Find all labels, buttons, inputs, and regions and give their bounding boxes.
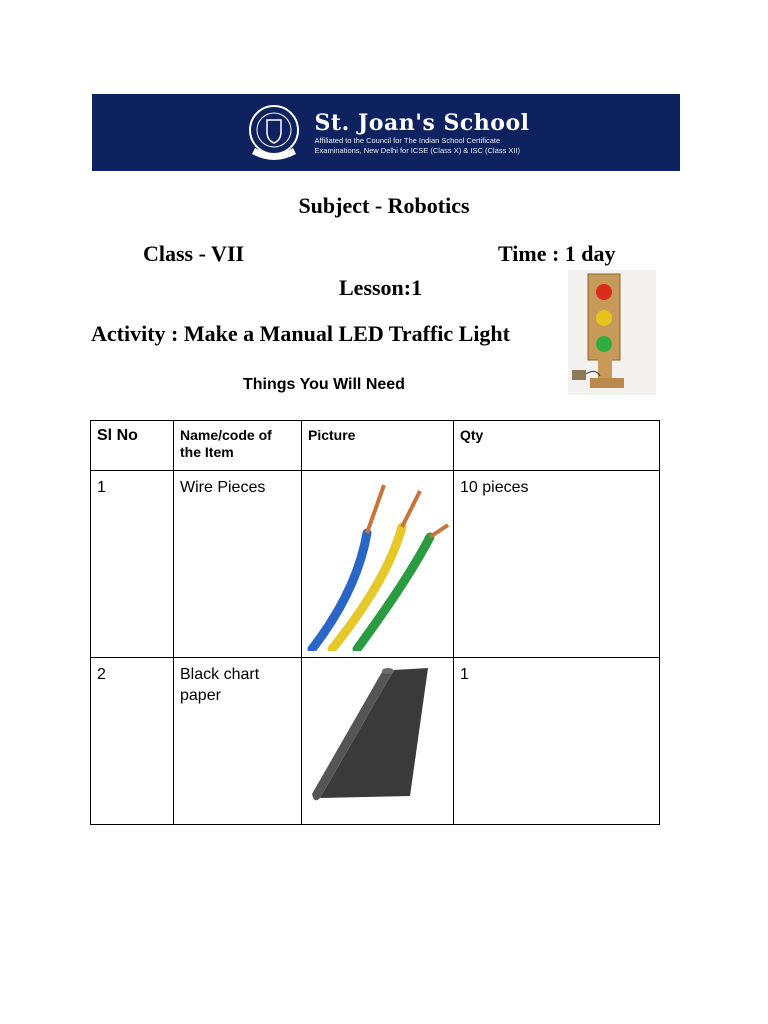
- affiliation-line-2: Examinations, New Delhi for ICSE (Class X) & ISC (Class XII): [314, 145, 520, 155]
- cell-picture: [302, 658, 454, 825]
- cell-qty: 1: [454, 658, 660, 825]
- subject-title: Subject - Robotics: [298, 193, 470, 218]
- traffic-light-image: [568, 270, 656, 395]
- things-needed-heading: Things You Will Need: [243, 376, 405, 393]
- class-label: Class - VII: [143, 241, 245, 266]
- table-row: [91, 471, 660, 658]
- activity-title: Activity : Make a Manual LED Traffic Light: [91, 321, 510, 346]
- table-header-row: [91, 421, 660, 471]
- column-header-qty: Qty: [454, 421, 660, 471]
- cell-sl: 1: [91, 471, 174, 658]
- cell-picture: [302, 471, 454, 658]
- items-table: [90, 420, 660, 825]
- affiliation-line-1: Affiliated to the Council for The Indian School Certificate: [314, 135, 501, 145]
- table-row: [91, 658, 660, 825]
- cell-sl: 2: [91, 658, 174, 825]
- time-label: Time : 1 day: [498, 241, 616, 266]
- black-chart-paper-image: [302, 658, 452, 818]
- column-header-picture: Picture: [302, 421, 454, 471]
- cell-name: Wire Pieces: [174, 471, 302, 658]
- school-banner: [92, 94, 680, 171]
- school-name: St. Joan's School: [314, 109, 530, 136]
- cell-qty: 10 pieces: [454, 471, 660, 658]
- column-header-sl-no: Sl No: [91, 421, 174, 471]
- column-header-name: Name/code of the Item: [174, 421, 302, 471]
- wire-pieces-image: [302, 471, 452, 651]
- school-crest-icon: [243, 102, 305, 164]
- lesson-label: Lesson:1: [339, 275, 423, 300]
- cell-name: Black chart paper: [174, 658, 302, 825]
